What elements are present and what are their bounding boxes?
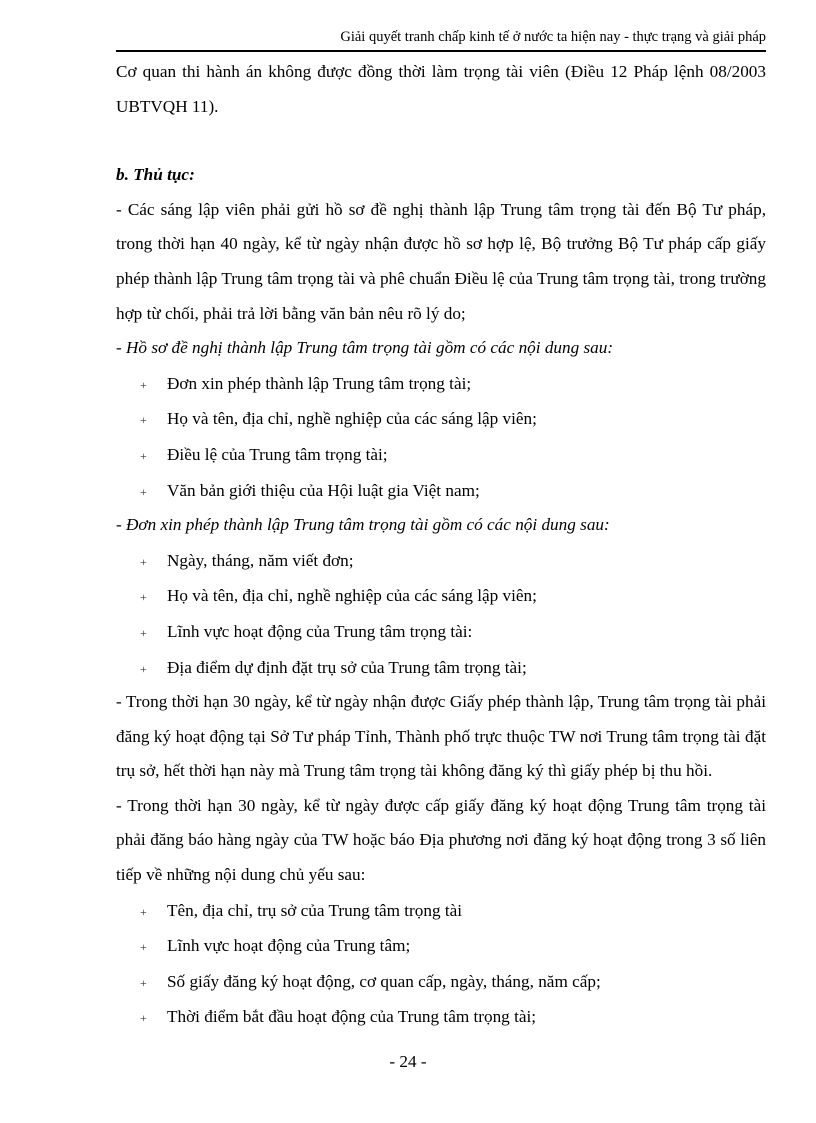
paragraph-publication: - Trong thời hạn 30 ngày, kể từ ngày được cấp giấy đăng ký hoạt động Trung tâm trọng tài phải đăng báo hàng ngày của TW hoặc báo Địa phương nơi đăng ký hoạt động trong 3 số liên tiếp về những nội dung chủ yếu sau: [116,795,766,885]
list-item: + Địa điểm dự định đặt trụ sở của Trung tâm trọng tài; [116,650,766,686]
list-item: + Lĩnh vực hoạt động của Trung tâm; [116,928,766,964]
paragraph-registration: - Trong thời hạn 30 ngày, kể từ ngày nhận được Giấy phép thành lập, Trung tâm trọng tài phải đăng ký hoạt động tại Sở Tư pháp Tỉnh, Thành phố trực thuộc TW nơi Trung tâm trọng tài đặt trụ sở, hết thời hạn này mà Trung tâm trọng tài không đăng ký thì giấy phép bị thu hồi. [116,692,766,781]
bullet-plus-icon: + [140,1011,147,1026]
bullet-plus-icon: + [140,940,147,955]
list-publication [116,893,766,1035]
bullet-plus-icon: + [140,554,147,569]
list-dossier [116,366,766,508]
list-item: + Số giấy đăng ký hoạt động, cơ quan cấp, ngày, tháng, năm cấp; [116,964,766,1000]
page-body [116,55,766,1035]
list-item: + Họ và tên, địa chỉ, nghề nghiệp của các sáng lập viên; [116,401,766,437]
list-item: + Tên, địa chỉ, trụ sở của Trung tâm trọng tài [116,893,766,929]
bullet-plus-icon: + [140,377,147,392]
list-application [116,543,766,685]
list-item: + Thời điểm bắt đầu hoạt động của Trung tâm trọng tài; [116,999,766,1035]
bullet-plus-icon: + [140,484,147,499]
bullet-plus-icon: + [140,413,147,428]
bullet-plus-icon: + [140,625,147,640]
section-heading: b. Thủ tục: [116,165,195,185]
bullet-plus-icon: + [140,448,147,463]
paragraph-procedure: - Các sáng lập viên phải gửi hồ sơ đề nghị thành lập Trung tâm trọng tài đến Bộ Tư pháp, trong thời hạn 40 ngày, kể từ ngày nhận được hồ sơ hợp lệ, Bộ trưởng Bộ Tư pháp cấp giấy phép thành lập Trung tâm trọng tài và phê chuẩn Điều lệ của Trung tâm trọng tài, trong trường hợp từ chối, phải trả lời bằng văn bản nêu rõ lý do; [116,199,766,323]
running-header: Giải quyết tranh chấp kinh tế ở nước ta hiện nay - thực trạng và giải pháp [116,28,766,52]
list-item: + Đơn xin phép thành lập Trung tâm trọng tài; [116,366,766,402]
intro-paragraph: Cơ quan thi hành án không được đồng thời làm trọng tài viên (Điều 12 Pháp lệnh 08/2003 UBTVQH 11). [116,62,766,116]
spacer [116,124,766,158]
page-number: - 24 - [389,1052,427,1071]
list-item: + Lĩnh vực hoạt động của Trung tâm trọng tài: [116,614,766,650]
list-item: + Ngày, tháng, năm viết đơn; [116,543,766,579]
bullet-plus-icon: + [140,904,147,919]
list-title-application: - Đơn xin phép thành lập Trung tâm trọng tài gồm có các nội dung sau: [116,515,610,535]
bullet-plus-icon: + [140,975,147,990]
bullet-plus-icon: + [140,590,147,605]
list-item: + Văn bản giới thiệu của Hội luật gia Việt nam; [116,473,766,509]
list-title-dossier: - Hồ sơ đề nghị thành lập Trung tâm trọng tài gồm có các nội dung sau: [116,338,614,358]
list-item: + Điều lệ của Trung tâm trọng tài; [116,437,766,473]
bullet-plus-icon: + [140,661,147,676]
list-item: + Họ và tên, địa chỉ, nghề nghiệp của các sáng lập viên; [116,578,766,614]
